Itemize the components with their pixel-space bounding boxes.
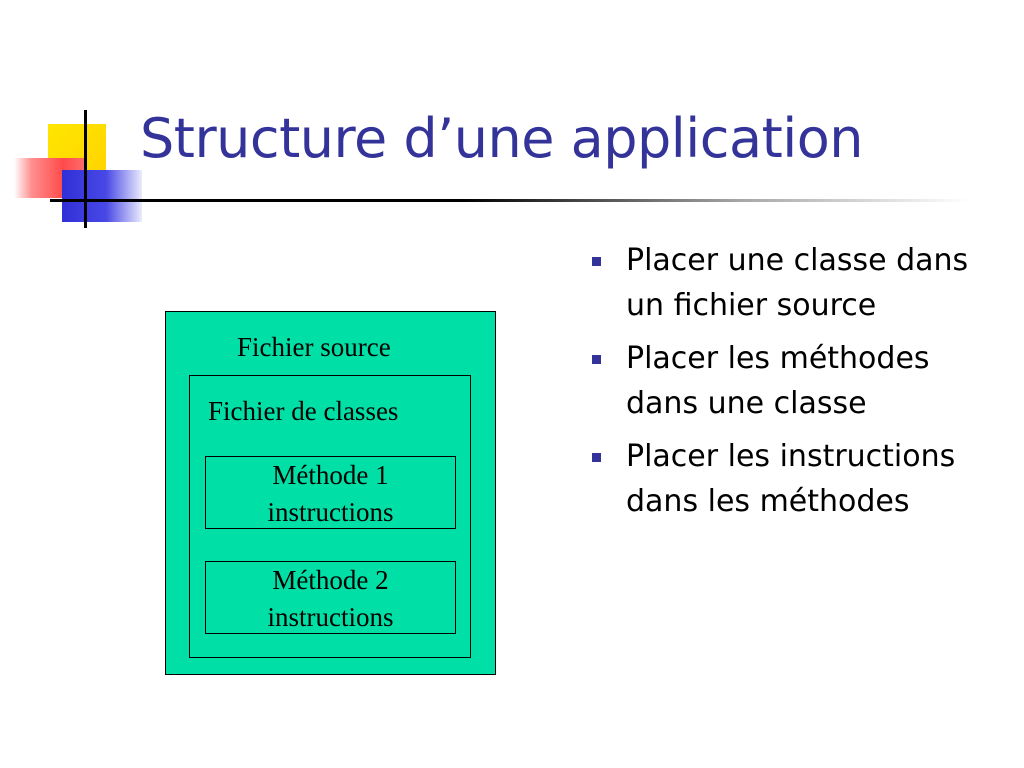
method-2-body: instructions bbox=[267, 602, 394, 632]
method-1-body: instructions bbox=[267, 497, 394, 527]
title-underline bbox=[50, 199, 970, 202]
logo-blue-square bbox=[62, 170, 142, 222]
square-bullet-icon bbox=[592, 257, 601, 266]
logo-vertical-line bbox=[84, 110, 87, 228]
bullet-text: Placer une classe dans un fichier source bbox=[626, 243, 969, 323]
bullet-text: Placer les méthodes dans une classe bbox=[626, 341, 930, 421]
bullet-item bbox=[588, 434, 1008, 524]
method-2-box bbox=[205, 561, 456, 634]
bullet-item bbox=[588, 336, 1008, 426]
square-bullet-icon bbox=[592, 355, 601, 364]
bullet-list bbox=[588, 238, 1008, 532]
method-1-name: Méthode 1 bbox=[272, 460, 389, 490]
method-1-box bbox=[205, 456, 456, 529]
method-2-name: Méthode 2 bbox=[272, 565, 389, 595]
source-file-label: Fichier source bbox=[237, 332, 391, 362]
class-file-label: Fichier de classes bbox=[208, 396, 399, 426]
bullet-item bbox=[588, 238, 1008, 328]
bullet-text: Placer les instructions dans les méthodes bbox=[626, 439, 956, 519]
slide-title: Structure d’une application bbox=[140, 107, 864, 170]
square-bullet-icon bbox=[592, 453, 601, 462]
